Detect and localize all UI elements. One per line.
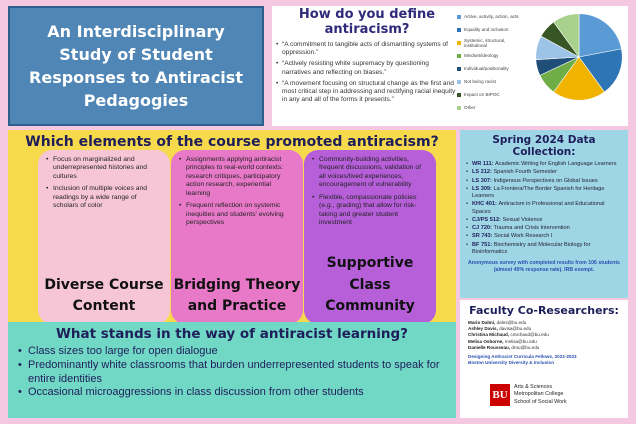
legend-entry: [457, 23, 529, 36]
researcher-name: Christina Michaud,: [468, 332, 511, 338]
barriers-section: [8, 322, 456, 418]
legend-label: Not being racist: [464, 79, 496, 84]
legend-swatch: [457, 80, 461, 84]
course-code: KHC 401:: [472, 201, 499, 208]
definition-panel: [272, 6, 628, 126]
course-code: LS 212:: [472, 169, 494, 176]
poster-title: An Interdisciplinary Study of Student Responses to Antiracist Pedagogies: [29, 21, 243, 111]
legend-swatch: [457, 54, 461, 58]
course-item: [466, 161, 622, 168]
barriers-heading: What stands in the way of antiracist learning?: [55, 326, 409, 342]
survey-note: Anonymous survey with completed results from 106 students (almost 40% response rate). IRB exempt.: [468, 260, 620, 273]
course-name: Academic Writing for English Language Learners: [495, 161, 617, 167]
quote-item: • “Actively resisting white supremacy by questioning narratives and reflecting on biases.”: [276, 60, 458, 76]
course-name: Sexual Violence: [502, 216, 543, 223]
researcher-email: dalmi@bu.edu: [496, 320, 527, 325]
elements-section: [8, 130, 456, 322]
card-point: • Frequent reflection on systemic inequities and students' evolving perspectives: [179, 202, 295, 227]
course-name: Indigenous Perspectives on Global Issues: [493, 177, 598, 184]
legend-swatch: [457, 28, 461, 32]
course-item: [466, 225, 622, 232]
bu-logo-mark: BU: [490, 384, 510, 406]
legend-label: Other: [464, 105, 476, 110]
definition-text: [276, 8, 458, 108]
legend-label: Individual/positionality: [464, 66, 509, 71]
legend-entry: [457, 62, 529, 75]
data-collection-panel: [460, 130, 628, 298]
legend-entry: [457, 49, 529, 62]
legend-label: Systemic, structural, institutional: [464, 37, 506, 48]
course-name: Biochemistry and Molecular Biology for Bioinformatics: [472, 241, 591, 255]
title-panel: [8, 6, 264, 126]
card-point: • Inclusion of multiple voices and readings by a wide range of scholars of color: [46, 185, 162, 210]
course-name: Social Work Research I: [494, 233, 553, 240]
course-item: [466, 217, 622, 224]
logo-line: School of Social Work: [514, 398, 567, 405]
barrier-item: • Predominantly white classrooms that burden underrepresented students to speak for entire identities: [18, 359, 446, 387]
legend-swatch: [457, 15, 461, 19]
card-title: Diverse Course Content: [44, 276, 164, 315]
course-list: [466, 161, 622, 256]
legend-entry: [457, 88, 529, 101]
card-point: • Focus on marginalized and underrepresented histories and cultures: [46, 156, 162, 181]
barrier-item: • Occasional microaggressions in class discussion from other students: [18, 386, 446, 400]
coresearchers-heading: Faculty Co-Researchers:: [469, 304, 619, 317]
researcher-name: Ashley Davis,: [468, 326, 500, 332]
quote-item: • “A movement focusing on structural change as the first and most critical step in addressing and rectifying racial inequity in any and all of the forms it presents.”: [276, 80, 458, 105]
course-code: CJ 720:: [472, 225, 494, 232]
center-line: Boston University Diversity & Inclusion: [468, 360, 555, 366]
card-title: Supportive Class Community: [325, 254, 415, 315]
researcher-name: Melisa Osborne,: [468, 338, 505, 344]
researcher-list: [468, 320, 620, 351]
legend-swatch: [457, 106, 461, 110]
legend-entry: [457, 101, 529, 114]
card-point: • Assignments applying antiracist principles to real-world contexts: research critiques, participatory action research, experiential learning: [179, 156, 295, 198]
card-title: Bridging Theory and Practice: [173, 276, 301, 315]
logo-line: Metropolitan College: [514, 391, 564, 398]
researcher-name: Mario Dalmi,: [468, 320, 497, 325]
quote-item: • “A commitment to tangible acts of dismantling systems of oppression.”: [276, 41, 458, 57]
legend-label: Equality and inclusion: [464, 27, 509, 32]
logo-line: Arts & Sciences: [514, 384, 553, 391]
course-item: [466, 201, 622, 216]
course-name: Antiracism in Professional and Educational Spaces: [472, 201, 605, 215]
course-item: [466, 186, 622, 201]
course-item: [466, 233, 622, 240]
legend-label: Impact on BIPOC: [464, 92, 500, 97]
coresearchers-panel: [460, 300, 628, 418]
researcher-email: melisa@bu.edu: [504, 338, 537, 344]
course-code: BF 751:: [472, 241, 494, 248]
card-class-community: [304, 150, 436, 324]
legend-swatch: [457, 67, 461, 71]
bu-logo: [490, 384, 567, 406]
definition-pie-chart: [532, 10, 626, 104]
course-code: LS 307:: [472, 177, 494, 184]
course-item: [466, 242, 622, 257]
course-item: [466, 169, 622, 176]
course-item: [466, 178, 622, 185]
data-collection-heading: Spring 2024 Data Collection:: [492, 134, 596, 158]
legend-swatch: [457, 41, 461, 45]
bu-logo-text: [514, 384, 567, 406]
card-point: • Community-building activities, frequent discussions, validation of all voices/lived experiences, encouragement of vulnerability: [312, 156, 428, 190]
definition-quotes: [276, 41, 458, 105]
researcher-email: davisa@bu.edu: [499, 326, 532, 332]
legend-entry: [457, 10, 529, 23]
course-code: CJ/PS 512:: [472, 216, 503, 223]
card-theory-practice: [171, 150, 303, 324]
course-code: WR 111:: [472, 161, 496, 167]
definition-heading: How do you define antiracism?: [298, 7, 436, 37]
elements-heading: Which elements of the course promoted antiracism?: [25, 134, 439, 150]
card-diverse-content: [38, 150, 170, 324]
card-point: • Flexible, compassionate policies (e.g., grading) that allow for risk-taking and greater student investment: [312, 194, 428, 228]
barrier-item: • Class sizes too large for open dialogue: [18, 345, 446, 359]
course-name: Trauma and Crisis Intervention: [493, 225, 570, 232]
fellows-note: [468, 354, 620, 366]
researcher-email: drou@bu.edu: [511, 344, 540, 350]
legend-entry: [457, 75, 529, 88]
researcher-name: Danielle Rousseau,: [468, 344, 512, 350]
legend-label: Mindset/ideology: [464, 53, 499, 58]
legend-label: Active, activity, action, acts: [464, 14, 519, 19]
legend-entry: [457, 36, 529, 49]
course-code: SR 743:: [472, 233, 495, 240]
course-code: LS 309:: [472, 185, 494, 192]
pie-legend: [457, 10, 529, 114]
legend-swatch: [457, 93, 461, 97]
course-name: Spanish Fourth Semester: [493, 169, 557, 176]
researcher-email: cmichaud@bu.edu: [510, 332, 549, 338]
researcher-item: [468, 345, 620, 351]
course-name: La Frontera/The Border Spanish for Heritage Learners: [472, 185, 605, 200]
fellows-line: Designing Antiracist Curricula Fellows, 2022-2023: [468, 353, 577, 359]
